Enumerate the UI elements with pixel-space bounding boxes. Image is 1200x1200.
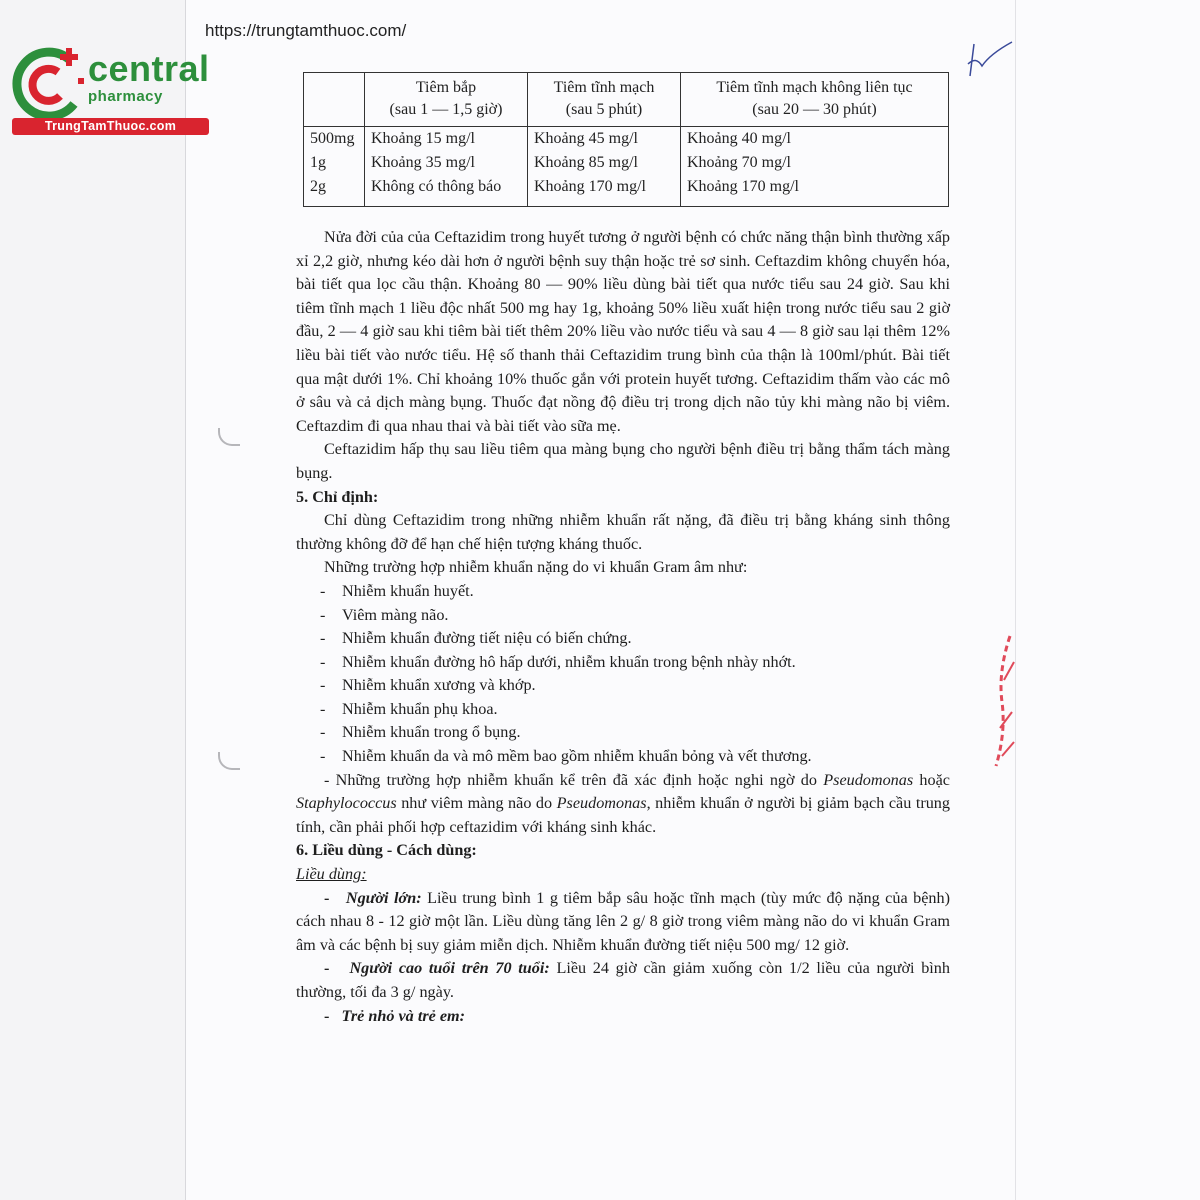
list-item-text: Nhiễm khuẩn huyết. (342, 581, 474, 600)
pharmacokinetics-paragraph: Nửa đời của của Ceftazidim trong huyết tương ở người bệnh có chức năng thận bình thường xấp xỉ 2,2 giờ, nhưng kéo dài hơn ở người bệnh suy thận hoặc trẻ sơ sinh. Ceftazdim không chuyển hóa, bài tiết qua lọc cầu thận. Khoảng 80 — 90% liều dùng bài tiết qua nước tiểu sau 24 giờ. Sau khi tiêm tĩnh mạch 1 liều độc nhất 500 mg hay 1g, khoảng 50% liều xuất hiện trong nước tiểu sau 2 giờ đầu, 2 — 4 giờ sau khi tiêm bài tiết thêm 20% liều vào nước tiểu và sau 4 — 8 giờ sau lại thêm 12% liều bài tiết vào nước tiểu. Hệ số thanh thải Ceftazidim trung bình của thận là 100ml/phút. Bài tiết qua mật dưới 1%. Chỉ khoảng 10% thuốc gắn với protein huyết tương. Ceftazidim thấm vào các mô ở sâu và cả dịch màng bụng. Thuốc đạt nồng độ điều trị trong dịch não tủy khi màng não bị viêm. Ceftazdim đi qua nhau thai và bài tiết vào sữa mẹ. (296, 228, 950, 435)
dash-marker: - (320, 699, 326, 718)
iv-infusion-cell (681, 127, 949, 207)
header-line: (sau 20 — 30 phút) (752, 101, 877, 118)
header-line: (sau 1 — 1,5 giờ) (389, 101, 503, 118)
list-item-text: Nhiễm khuẩn phụ khoa. (342, 699, 498, 718)
peritoneal-paragraph: Ceftazidim hấp thụ sau liều tiêm qua màng bụng cho người bệnh điều trị bằng thẩm tách màng bụng. (296, 440, 950, 482)
dash-marker: - (320, 747, 326, 766)
list-item (296, 580, 950, 604)
dose-value: 2g (310, 178, 326, 196)
iv-cell (528, 127, 681, 207)
page-edge-right (1015, 0, 1016, 1200)
table-header-empty (304, 73, 365, 127)
list-item (296, 604, 950, 628)
list-item (296, 721, 950, 745)
header-line: Tiêm tĩnh mạch không liên tục (716, 79, 913, 96)
text-run: hoặc (913, 770, 950, 789)
children-dosage-paragraph (296, 1005, 950, 1029)
list-item-text: Nhiễm khuẩn đường hô hấp dưới, nhiễm khuẩn trong bệnh nhày nhớt. (342, 652, 796, 671)
source-url: https://trungtamthuoc.com/ (205, 21, 407, 40)
organism-name: Pseudomonas (556, 794, 647, 813)
header-line: Tiêm tĩnh mạch (553, 79, 655, 96)
list-item-text: Nhiễm khuẩn xương và khớp. (342, 676, 536, 695)
iv-value: Khoảng 85 mg/l (534, 154, 638, 172)
dash-marker: - (324, 1006, 330, 1025)
elderly-dosage-paragraph (296, 957, 950, 1004)
adult-dosage-paragraph (296, 887, 950, 958)
logo-banner: TrungTamThuoc.com (12, 118, 209, 135)
table-header-im (365, 73, 528, 127)
list-item-text: Nhiễm khuẩn da và mô mềm bao gồm nhiễm khuẩn bỏng và vết thương. (342, 747, 812, 766)
table-row (304, 127, 949, 207)
organism-name: Staphylococcus (296, 794, 397, 813)
iv-value: Khoảng 170 mg/l (534, 178, 646, 196)
dash-marker: - (320, 629, 326, 648)
im-value: Không có thông báo (371, 178, 502, 196)
adult-dosage-text: Liều trung bình 1 g tiêm bắp sâu hoặc tĩnh mạch (tùy mức độ nặng của bệnh) cách nhau 8 - 12 giờ một lần. Liều dùng tăng lên 2 g/ 8 giờ trong viêm màng não do vi khuẩn Gram âm và các bệnh bị suy giảm miễn dịch. Nhiễm khuẩn đường tiết niệu 500 mg/ 12 giờ. (296, 888, 951, 954)
logo-wordmark: central (88, 48, 210, 89)
signature-mark-icon (960, 36, 1020, 86)
text-run: - Những trường hợp nhiễm khuẩn kể trên đã xác định hoặc nghi ngờ do (324, 770, 824, 789)
elderly-label: Người cao tuổi trên 70 tuổi: (349, 959, 550, 978)
header-line: Tiêm bắp (415, 79, 477, 96)
list-item (296, 627, 950, 651)
dosage-subheading (296, 863, 950, 887)
table-header-row (304, 73, 949, 127)
children-label: Trẻ nhỏ và trẻ em: (341, 1006, 466, 1025)
list-item-text: Nhiễm khuẩn trong ổ bụng. (342, 723, 521, 742)
indication-list (296, 580, 950, 769)
list-item (296, 651, 950, 675)
table-header-iv (528, 73, 681, 127)
organism-name: Pseudomonas (823, 770, 914, 789)
im-value: Khoảng 15 mg/l (371, 130, 475, 148)
im-cell (365, 127, 528, 207)
dash-marker: - (320, 581, 326, 600)
red-stamp-fragment-icon (992, 632, 1016, 772)
dash-marker: - (324, 888, 330, 907)
list-item-text: Nhiễm khuẩn đường tiết niệu có biến chứng. (342, 629, 632, 648)
iv-infusion-value: Khoảng 170 mg/l (687, 178, 799, 196)
dosage-subheading-text: Liều dùng: (296, 865, 367, 884)
page-edge-left (185, 0, 186, 1200)
indication-intro-paragraph: Chỉ dùng Ceftazidim trong những nhiễm khuẩn rất nặng, đã điều trị bằng kháng sinh thông thường không đỡ để hạn chế hiện tượng kháng thuốc. (296, 511, 950, 553)
im-value: Khoảng 35 mg/l (371, 154, 475, 172)
dose-value: 500mg (310, 130, 355, 148)
elderly-dosage-text: Liều 24 giờ cần giảm xuống còn 1/2 liều của người bình thường, tối đa 3 g/ ngày. (296, 959, 950, 1001)
list-item (296, 745, 950, 769)
dose-value: 1g (310, 154, 326, 172)
document-body (296, 226, 950, 1028)
list-item (296, 698, 950, 722)
dose-cell (304, 127, 365, 207)
section-5-heading: 5. Chỉ định: (296, 487, 379, 506)
dash-marker: - (324, 959, 330, 978)
section-6-heading: 6. Liều dùng - Cách dùng: (296, 841, 477, 860)
list-item-text: Viêm màng não. (342, 605, 449, 624)
dash-marker: - (320, 723, 326, 742)
text-run: , nhiễm khuẩn ở người bị giảm bạch cầu trung tính, cần phải phối hợp ceftazidim với kháng sinh khác. (296, 794, 950, 836)
dash-marker: - (320, 652, 326, 671)
table-header-iv-infusion (681, 73, 949, 127)
combination-paragraph (296, 769, 950, 840)
iv-value: Khoảng 45 mg/l (534, 130, 638, 148)
text-run: như viêm màng não do (396, 794, 557, 813)
list-item (296, 674, 950, 698)
header-line: (sau 5 phút) (565, 101, 643, 118)
dash-marker: - (320, 676, 326, 695)
logo-subtitle: pharmacy (88, 88, 163, 105)
dash-marker: - (320, 605, 326, 624)
gram-negative-intro: Những trường hợp nhiễm khuẩn nặng do vi khuẩn Gram âm như: (324, 558, 748, 577)
dosage-concentration-table (303, 72, 949, 207)
iv-infusion-value: Khoảng 70 mg/l (687, 154, 791, 172)
adult-label: Người lớn: (345, 888, 422, 907)
iv-infusion-value: Khoảng 40 mg/l (687, 130, 791, 148)
